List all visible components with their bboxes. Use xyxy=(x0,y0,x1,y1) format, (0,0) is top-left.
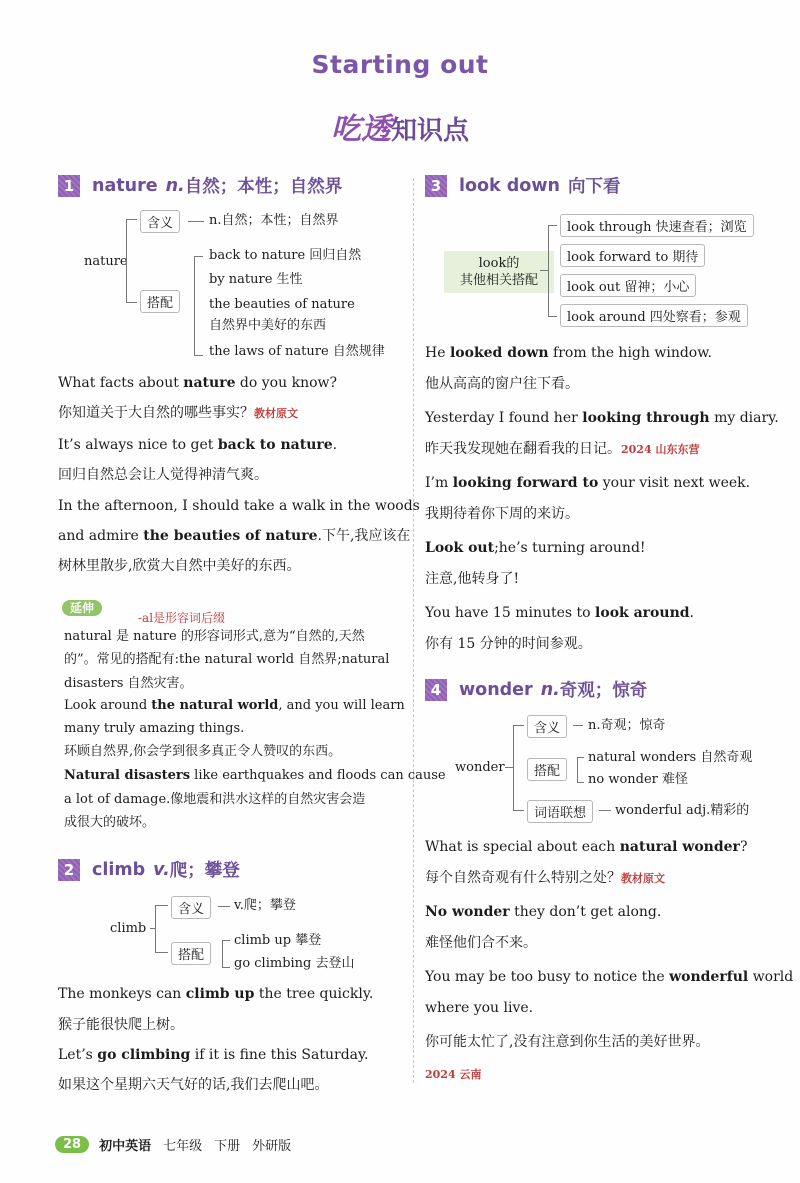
tree-stem xyxy=(150,928,155,929)
tree-root: nature xyxy=(84,254,128,269)
part-of-speech: v. xyxy=(153,859,170,880)
example-line: I’m looking forward to your visit next week. xyxy=(425,475,751,491)
extension-line: Look around the natural world, and you will learn xyxy=(64,698,405,713)
tree-label-meaning: 含义 xyxy=(140,210,180,233)
association-text: wonderful adj.精彩的 xyxy=(615,803,750,818)
section-2-heading xyxy=(58,857,240,882)
example-line: and admire the beauties of nature.下午,我应该在 xyxy=(58,528,411,544)
headword: wonder xyxy=(459,679,533,700)
tree-label-meaning: 含义 xyxy=(527,715,567,738)
example-line: 难怪他们合不来。 xyxy=(425,935,537,951)
collocation-bracket xyxy=(577,757,584,783)
extension-line: natural 是 nature 的形容词形式,意为“自然的,天然 xyxy=(64,629,365,644)
section-number: 2 xyxy=(58,859,80,881)
example-line: No wonder they don’t get along. xyxy=(425,904,662,920)
meaning-text: n.奇观；惊奇 xyxy=(588,718,666,733)
collocation-item: no wonder 难怪 xyxy=(588,772,689,787)
example-line: 每个自然奇观有什么特别之处？教材原文 xyxy=(425,870,665,886)
extension-line: a lot of damage.像地震和洪水这样的自然灾害会造 xyxy=(64,792,366,807)
part-of-speech: n. xyxy=(540,679,560,700)
example-line: 如果这个星期六天气好的话,我们去爬山吧。 xyxy=(58,1077,329,1093)
section-number: 1 xyxy=(58,175,80,197)
tree-bracket xyxy=(513,725,524,811)
section-number: 3 xyxy=(425,175,447,197)
tree-label-collocation: 搭配 xyxy=(171,942,211,965)
example-line: where you live. xyxy=(425,1000,534,1016)
headword: nature xyxy=(92,175,158,196)
extension-line: many truly amazing things. xyxy=(64,721,245,736)
collocation-item: look through 快速查看；浏览 xyxy=(560,214,754,237)
collocation-item: 自然界中美好的东西 xyxy=(209,318,327,333)
example-line: Yesterday I found her looking through my diary. xyxy=(425,410,779,426)
section-3-heading xyxy=(425,173,620,198)
collocation-category-box: look的 其他相关搭配 xyxy=(444,251,554,293)
collocation-item: look forward to 期待 xyxy=(560,244,705,267)
edition: 外研版 xyxy=(252,1139,292,1154)
example-line: 昨天我发现她在翻看我的日记。2024 山东东营 xyxy=(425,441,700,457)
collocation-item: the laws of nature 自然规律 xyxy=(209,344,385,359)
tree-bracket xyxy=(548,225,557,317)
tree-connector xyxy=(573,725,583,726)
collocation-item: look out 留神；小心 xyxy=(560,274,696,297)
collocation-item: the beauties of nature xyxy=(209,297,355,312)
example-line: 树林里散步,欣赏大自然中美好的东西。 xyxy=(58,558,301,574)
example-line: Let’s go climbing if it is fine this Saturday. xyxy=(58,1047,369,1063)
volume: 下册 xyxy=(214,1139,241,1154)
example-line: What facts about nature do you know? xyxy=(58,375,337,391)
tree-label-meaning: 含义 xyxy=(171,896,211,919)
page-number: 28 xyxy=(55,1136,89,1153)
tree-stem xyxy=(505,767,513,768)
headword-meaning: 向下看 xyxy=(567,177,621,197)
collocation-item: climb up 攀登 xyxy=(234,933,322,948)
grade: 七年级 xyxy=(163,1139,203,1154)
example-line: The monkeys can climb up the tree quickly. xyxy=(58,986,374,1002)
tree-root: climb xyxy=(110,921,147,936)
tree-stem xyxy=(122,261,127,262)
example-line: 我期待着你下周的来访。 xyxy=(425,506,579,522)
headword: look down xyxy=(459,175,560,196)
source-tag: 教材原文 xyxy=(254,407,298,420)
page-title: Starting out xyxy=(311,50,489,79)
headword-meaning: 爬；攀登 xyxy=(169,861,240,881)
extension-badge: 延伸 xyxy=(62,597,102,616)
collocation-item: go climbing 去登山 xyxy=(234,956,355,971)
example-line: 你有 15 分钟的时间参观。 xyxy=(425,636,592,652)
headword-meaning: 自然；本性；自然界 xyxy=(184,177,343,197)
meaning-text: n.自然；本性；自然界 xyxy=(209,213,339,228)
collocation-item: by nature 生性 xyxy=(209,272,303,287)
section-subtitle xyxy=(0,104,800,148)
extension-line: disasters 自然灾害。 xyxy=(64,676,193,691)
example-line: 猴子能很快爬上树。 xyxy=(58,1017,184,1033)
tree-label-association: 词语联想 xyxy=(527,800,593,823)
book-name: 初中英语 xyxy=(99,1139,152,1154)
tree-label-collocation: 搭配 xyxy=(527,758,567,781)
extension-line: 成很大的破坏。 xyxy=(64,815,156,830)
collocation-item: natural wonders 自然奇观 xyxy=(588,750,753,765)
section-number: 4 xyxy=(425,679,447,701)
example-line: You may be too busy to notice the wonderful world xyxy=(425,969,794,985)
example-line: 注意,他转身了! xyxy=(425,571,520,587)
example-line: 回归自然总会让人觉得神清气爽。 xyxy=(58,467,268,483)
extension-note: -al是形容词后缀 xyxy=(138,611,226,625)
example-line: 他从高高的窗户往下看。 xyxy=(425,376,579,392)
extension-line: 环顾自然界,你会学到很多真正令人赞叹的东西。 xyxy=(64,744,342,759)
extension-line: Natural disasters like earthquakes and floods can cause xyxy=(64,768,446,783)
tree-label-collocation: 搭配 xyxy=(140,290,180,313)
tree-root: wonder xyxy=(455,760,505,775)
collocation-bracket xyxy=(222,940,230,968)
collocation-item: look around 四处察看；参观 xyxy=(560,304,748,327)
subtitle-part2: 知识点 xyxy=(390,116,469,146)
part-of-speech: n. xyxy=(165,175,185,196)
tree-bracket xyxy=(155,905,168,953)
column-divider xyxy=(413,178,414,1083)
example-line: It’s always nice to get back to nature. xyxy=(58,437,338,453)
source-tag: 教材原文 xyxy=(621,872,665,885)
tree-bracket xyxy=(126,219,137,303)
meaning-text: v.爬；攀登 xyxy=(234,898,296,913)
section-4-heading xyxy=(425,677,647,702)
example-line: 你可能太忙了,没有注意到你生活的美好世界。 xyxy=(425,1034,710,1050)
collocation-item: back to nature 回归自然 xyxy=(209,248,362,263)
collocation-bracket xyxy=(194,256,203,356)
extension-line: 的”。常见的搭配有:the natural world 自然界;natural xyxy=(64,652,390,667)
source-tag: 2024 云南 xyxy=(425,1068,482,1081)
tree-connector xyxy=(188,221,204,222)
example-line: In the afternoon, I should take a walk in the woods xyxy=(58,498,420,514)
headword-meaning: 奇观；惊奇 xyxy=(559,681,648,701)
subtitle-part1: 吃透 xyxy=(330,112,391,147)
page-footer xyxy=(55,1135,291,1154)
tree-stem xyxy=(540,270,548,271)
tree-connector xyxy=(599,810,611,811)
example-line: Look out;he’s turning around! xyxy=(425,540,646,556)
example-line: You have 15 minutes to look around. xyxy=(425,605,694,621)
example-line: He looked down from the high window. xyxy=(425,345,712,361)
section-1-heading xyxy=(58,173,342,198)
headword: climb xyxy=(92,859,146,880)
tree-connector xyxy=(218,906,230,907)
example-line: What is special about each natural wonder? xyxy=(425,839,748,855)
example-line: 你知道关于大自然的哪些事实？教材原文 xyxy=(58,405,298,421)
source-tag: 2024 山东东营 xyxy=(621,443,700,456)
